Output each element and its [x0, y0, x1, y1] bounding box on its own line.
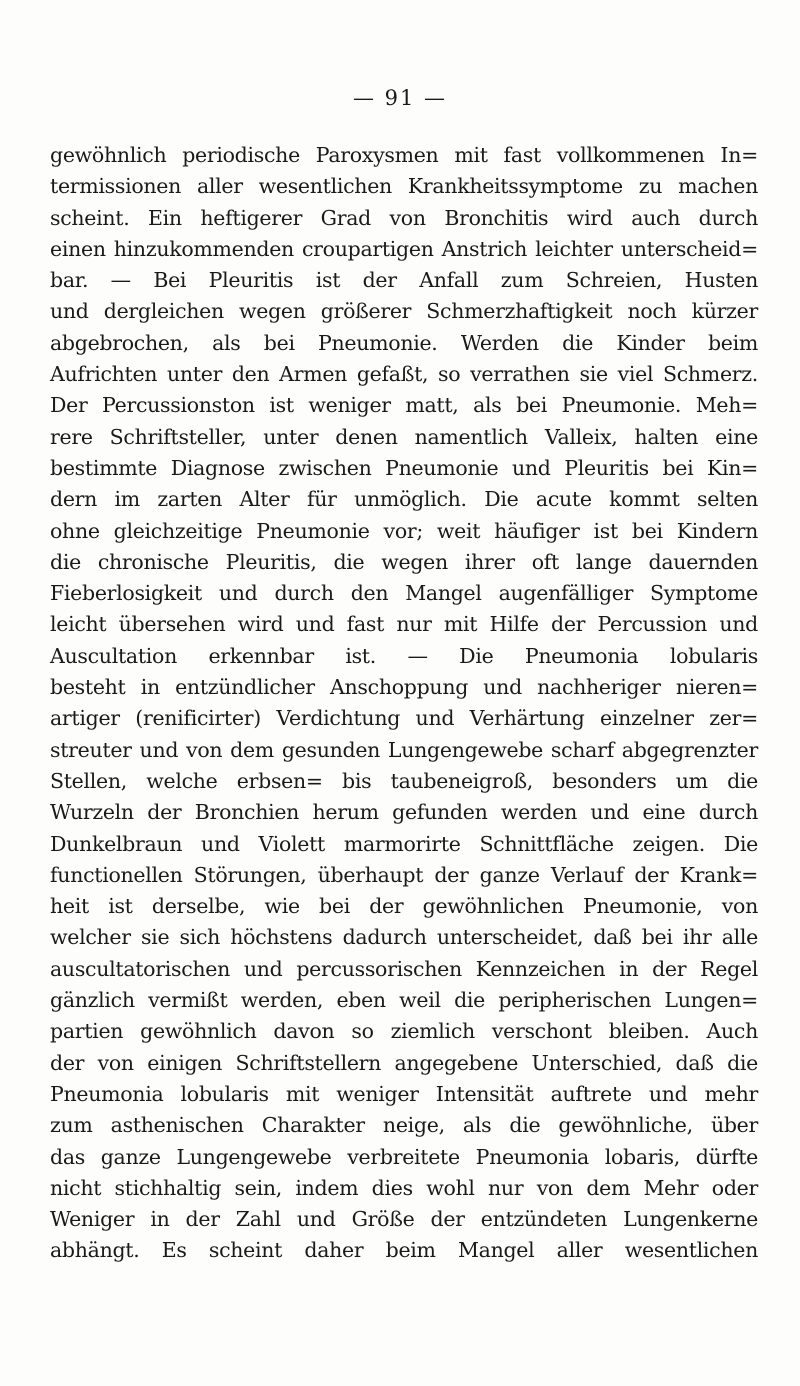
text-line: Wurzeln der Bronchien herum gefunden werden und eine durch [50, 800, 758, 825]
text-line: rere Schriftsteller, unter denen namentlich Valleix, halten eine [50, 424, 758, 449]
text-line: einen hinzukommenden croupartigen Anstrich leichter unterscheid= [50, 236, 758, 261]
text-line: der von einigen Schriftstellern angegebene Unterschied, daß die [50, 1050, 758, 1075]
text-line: auscultatorischen und percussorischen Kennzeichen in der Regel [50, 956, 758, 981]
text-line: gänzlich vermißt werden, eben weil die peripherischen Lungen= [50, 988, 758, 1013]
text-line: Der Percussionston ist weniger matt, als bei Pneumonie. Meh= [50, 393, 758, 418]
page-number: — 91 — [352, 86, 448, 110]
text-line: zum asthenischen Charakter neige, als die gewöhnliche, über [50, 1113, 758, 1138]
text-line: bar. — Bei Pleuritis ist der Anfall zum Schreien, Husten [50, 268, 758, 293]
text-line: bestimmte Diagnose zwischen Pneumonie und Pleuritis bei Kin= [50, 455, 758, 480]
text-line: gewöhnlich periodische Paroxysmen mit fast vollkommenen In= [50, 143, 758, 167]
text-line: leicht übersehen wird und fast nur mit Hilfe der Percussion und [50, 612, 758, 637]
text-line: scheint. Ein heftigerer Grad von Bronchitis wird auch durch [50, 205, 758, 230]
text-line: das ganze Lungengewebe verbreitete Pneumonia lobaris, dürfte [50, 1144, 758, 1169]
text-line: ohne gleichzeitige Pneumonie vor; weit häufiger ist bei Kindern [50, 518, 758, 543]
text-line: die chronische Pleuritis, die wegen ihrer oft lange dauernden [50, 549, 758, 574]
text-line: nicht stichhaltig sein, indem dies wohl nur von dem Mehr oder [50, 1175, 758, 1200]
text-line: Pneumonia lobularis mit weniger Intensität auftrete und mehr [50, 1081, 758, 1106]
text-line: Dunkelbraun und Violett marmorirte Schnittfläche zeigen. Die [50, 831, 758, 856]
text-line: Fieberlosigkeit und durch den Mangel augenfälliger Symptome [50, 581, 758, 606]
text-line: termissionen aller wesentlichen Krankheitssymptome zu machen [50, 174, 758, 199]
text-line: Stellen, welche erbsen= bis taubeneigroß, besonders um die [50, 768, 758, 793]
text-line: partien gewöhnlich davon so ziemlich verschont bleiben. Auch [50, 1019, 758, 1044]
text-line: functionellen Störungen, überhaupt der ganze Verlauf der Krank= [50, 862, 758, 887]
body-text [50, 140, 758, 1267]
text-line: artiger (renificirter) Verdichtung und Verhärtung einzelner zer= [50, 706, 758, 731]
text-line: Auscultation erkennbar ist. — Die Pneumonia lobularis [50, 643, 758, 668]
text-line: welcher sie sich höchstens dadurch unterscheidet, daß bei ihr alle [50, 925, 758, 950]
text-line: dern im zarten Alter für unmöglich. Die acute kommt selten [50, 487, 758, 512]
text-line: heit ist derselbe, wie bei der gewöhnlichen Pneumonie, von [50, 894, 758, 919]
text-line: streuter und von dem gesunden Lungengewebe scharf abgegrenzter [50, 737, 758, 762]
text-line: besteht in entzündlicher Anschoppung und nachheriger nieren= [50, 675, 758, 700]
text-line: abhängt. Es scheint daher beim Mangel aller wesentlichen [50, 1238, 758, 1263]
text-line: und dergleichen wegen größerer Schmerzhaftigkeit noch kürzer [50, 299, 758, 324]
text-line: Aufrichten unter den Armen gefaßt, so verrathen sie viel Schmerz. [50, 362, 758, 387]
text-line: Weniger in der Zahl und Größe der entzündeten Lungenkerne [50, 1207, 758, 1232]
text-line: abgebrochen, als bei Pneumonie. Werden die Kinder beim [50, 330, 758, 355]
